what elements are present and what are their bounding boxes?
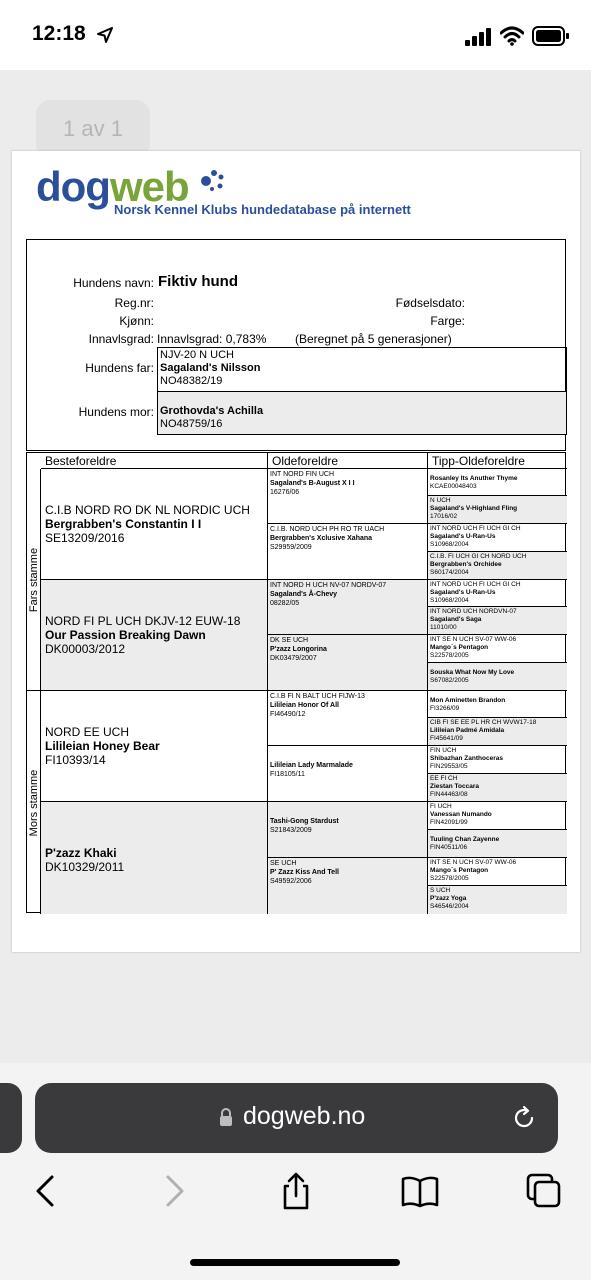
grandparent-cell	[41, 802, 268, 914]
share-icon[interactable]	[276, 1171, 316, 1211]
great-grandparent-name: Lilileian Lady Marmalade	[270, 762, 353, 769]
grandparent-cell	[41, 691, 268, 802]
forward-icon[interactable]	[154, 1171, 194, 1211]
great-grandparent-cell	[268, 858, 428, 914]
gg-grandparent-text	[430, 719, 567, 743]
gg-grandparent-reg: S67082/2005	[430, 677, 469, 684]
great-grandparent-titles: C.I.B FI N BALT UCH FIJW-13	[270, 693, 365, 700]
grandparent-text	[45, 503, 250, 545]
gg-grandparent-titles: FI UCH	[430, 803, 452, 810]
gg-grandparent-reg: KCAE00048403	[430, 483, 477, 490]
page-indicator: 1 av 1	[36, 100, 150, 158]
gg-grandparent-titles: CIB FI SE EE PL HR CH WVW17-18	[430, 719, 537, 726]
gg-grandparent-titles: INT SE N UCH SV-07 WW-06	[430, 636, 517, 643]
grandparent-reg: FI10393/14	[45, 753, 106, 767]
gg-grandparent-reg: S60174/2004	[430, 569, 469, 576]
gg-grandparent-cell	[428, 552, 567, 580]
battery-icon	[532, 25, 570, 47]
pedigree-table	[26, 452, 566, 913]
great-grandparent-name: Bergrabben's Xclusive Xahana	[270, 535, 373, 542]
dogweb-logo: dogweb	[36, 163, 189, 210]
tabs-icon[interactable]	[524, 1171, 564, 1211]
grandparent-titles: NORD FI PL UCH DKJV-12 EUW-18	[45, 614, 241, 628]
grandparent-titles: NORD EE UCH	[45, 725, 130, 739]
great-grandparent-text	[270, 581, 427, 608]
gg-grandparent-reg: FI45641/09	[430, 735, 463, 742]
gg-grandparent-reg: FIN40511/06	[430, 844, 468, 851]
gg-grandparent-name: Bergrabben's Orchidee	[430, 561, 502, 568]
gg-grandparent-text	[430, 636, 567, 660]
reg-label: Reg.nr:	[114, 296, 154, 310]
gg-grandparent-text	[430, 836, 567, 852]
gg-grandparent-name: Rosanley Its Anuther Thyme	[430, 475, 518, 482]
great-grandparent-text	[270, 525, 427, 552]
gg-grandparent-name: Sagaland's Saga	[430, 616, 482, 623]
great-grandparent-text	[270, 636, 427, 663]
great-grandparent-name: Sagaland's Å-Chevy	[270, 591, 338, 598]
gg-grandparent-titles: INT NORD UCH NORDVN-07	[430, 608, 517, 615]
address-bar[interactable]	[35, 1083, 558, 1153]
grandparent-name: Our Passion Breaking Dawn	[45, 628, 206, 642]
dam-box	[157, 391, 567, 435]
gg-grandparent-cell	[428, 886, 567, 914]
gg-grandparent-reg: FIN42091/99	[430, 819, 468, 826]
gg-grandparent-titles: FIN UCH	[430, 747, 457, 754]
gg-grandparent-name: Vanessan Numando	[430, 811, 492, 818]
cellular-signal-icon	[465, 28, 493, 46]
grandparent-cell	[41, 580, 268, 691]
gg-grandparent-cell	[428, 691, 567, 718]
gg-grandparent-titles: INT NORD UCH FI UCH GI CH	[430, 581, 521, 588]
gg-grandparent-reg: S22578/2005	[430, 652, 469, 659]
gg-grandparent-text	[430, 887, 567, 911]
gg-grandparent-cell	[428, 524, 567, 552]
great-grandparent-text	[270, 692, 427, 719]
gg-grandparent-cell	[428, 858, 567, 886]
gg-grandparent-text	[430, 525, 567, 549]
gg-grandparent-cell	[428, 635, 567, 663]
inbreeding-label: Innavlsgrad:	[88, 332, 154, 346]
great-grandparent-cell	[268, 635, 428, 691]
birth-label: Fødselsdato:	[395, 296, 465, 310]
header-great-grandparents: Oldeforeldre	[268, 453, 428, 469]
great-grandparent-name: Sagaland's B-August X I I	[270, 480, 355, 487]
header-gg-grandparents: Tipp-Oldeforeldre	[428, 453, 567, 469]
dam-label: Hundens mor:	[78, 405, 154, 419]
dog-name: Fiktiv hund	[158, 273, 238, 290]
grandparent-text	[45, 725, 160, 767]
great-grandparent-name: Tashi-Gong Stardust	[270, 818, 339, 825]
grandparent-name: P'zazz Khaki	[45, 846, 117, 860]
gg-grandparent-text	[430, 775, 567, 799]
grandparent-text	[45, 614, 240, 656]
great-grandparent-titles: C.I.B. NORD UCH PH RO TR UACH	[270, 526, 385, 533]
gg-grandparent-reg: 11010/00	[430, 624, 457, 631]
header-grandparents: Besteforeldre	[41, 453, 268, 469]
gg-grandparent-text	[430, 581, 567, 605]
gg-grandparent-cell	[428, 774, 567, 802]
gg-grandparent-cell	[428, 718, 567, 746]
gg-grandparent-name: Sagaland's U-Ran-Us	[430, 533, 496, 540]
sire-name: Sagaland's Nilsson	[160, 362, 261, 374]
great-grandparent-cell	[268, 469, 428, 524]
great-grandparent-text	[270, 859, 427, 886]
gg-grandparent-cell	[428, 663, 567, 691]
gg-grandparent-name: Shibazhan Zanthoceras	[430, 755, 503, 762]
gg-grandparent-reg: S10968/2004	[430, 597, 469, 604]
home-indicator	[190, 1259, 400, 1266]
gg-grandparent-reg: S10968/2004	[430, 541, 469, 548]
gg-grandparent-text	[430, 475, 567, 491]
great-grandparent-cell	[268, 802, 428, 858]
grandparent-reg: DK10329/2011	[45, 860, 125, 874]
gg-grandparent-text	[430, 497, 567, 521]
gg-grandparent-name: Mango`s Pentagon	[430, 644, 489, 651]
great-grandparent-name: Lilileian Honor Of All	[270, 702, 339, 709]
dam-name: Grothovda's Achilla	[160, 405, 264, 417]
gg-grandparent-name: P'zazz Yoga	[430, 895, 467, 902]
grandparent-cell	[41, 469, 268, 580]
gg-grandparent-reg: S46546/2004	[430, 903, 469, 910]
great-grandparent-cell	[268, 691, 428, 746]
gg-grandparent-cell	[428, 802, 567, 830]
lock-icon	[219, 1107, 233, 1127]
great-grandparent-titles: SE UCH	[270, 860, 297, 867]
logo-tagline: Norsk Kennel Klubs hundedatabase på internett	[114, 202, 411, 217]
sex-label: Kjønn:	[119, 314, 154, 328]
gg-grandparent-text	[430, 859, 567, 883]
dog-info-box	[26, 239, 566, 451]
gg-grandparent-reg: FIN44463/08	[430, 791, 468, 798]
status-time: 12:18	[32, 22, 86, 45]
great-grandparent-name: P'zazz Longorina	[270, 646, 327, 653]
reload-icon[interactable]	[511, 1105, 537, 1131]
back-icon[interactable]	[26, 1171, 66, 1211]
great-grandparent-reg: S21843/2009	[270, 827, 312, 834]
paw-dots-icon	[198, 167, 228, 193]
great-grandparent-titles: INT NORD H UCH NV-07 NORDV-07	[270, 582, 387, 589]
gg-grandparent-name: Sagaland's U-Ran-Us	[430, 589, 496, 596]
inbreeding-note: (Beregnet på 5 generasjoner)	[295, 332, 452, 346]
great-grandparent-reg: FI46490/12	[270, 711, 306, 718]
great-grandparent-reg: 08282/05	[270, 600, 300, 607]
great-grandparent-reg: FI18105/11	[270, 771, 305, 778]
gg-grandparent-reg: 17016/02	[430, 513, 458, 520]
grandparent-reg: DK00003/2012	[45, 642, 126, 656]
gg-grandparent-text	[430, 553, 567, 577]
location-arrow-icon	[96, 26, 114, 44]
grandparent-reg: SE13209/2016	[45, 531, 125, 545]
great-grandparent-cell	[268, 746, 428, 802]
great-grandparent-cell	[268, 580, 428, 635]
grandparent-name: Bergrabben's Constantin I I	[45, 517, 202, 531]
gg-grandparent-titles: S UCH	[430, 887, 451, 894]
dam-reg: NO48759/16	[160, 418, 223, 430]
gg-grandparent-name: Mon Aminetten Brandon	[430, 697, 506, 704]
gg-grandparent-name: Souska What Now My Love	[430, 669, 515, 676]
mors-stamme-label: Mors stamme	[27, 691, 41, 914]
great-grandparent-text	[270, 817, 427, 835]
gg-grandparent-cell	[428, 746, 567, 774]
wifi-icon	[500, 26, 524, 46]
color-label: Farge:	[430, 314, 465, 328]
gg-grandparent-text	[430, 803, 567, 827]
sire-reg: NO48382/19	[160, 375, 223, 387]
bookmarks-icon[interactable]	[400, 1171, 440, 1211]
gg-grandparent-cell	[428, 830, 567, 858]
great-grandparent-reg: S29959/2009	[270, 544, 312, 551]
gg-grandparent-titles: INT SE N UCH SV-07 WW-06	[430, 859, 517, 866]
gg-grandparent-titles: EE FI CH	[430, 775, 458, 782]
name-label: Hundens navn:	[73, 276, 154, 290]
gg-grandparent-text	[430, 669, 567, 685]
great-grandparent-reg: 16276/06	[270, 489, 300, 496]
great-grandparent-reg: DK03479/2007	[270, 655, 317, 662]
gg-grandparent-titles: N UCH	[430, 497, 451, 504]
gg-grandparent-reg: FIN29553/05	[430, 763, 468, 770]
gg-grandparent-name: Sagaland's V-Highland Fling	[430, 505, 518, 512]
gg-grandparent-text	[430, 747, 567, 771]
gg-grandparent-titles: INT NORD UCH FI UCH GI CH	[430, 525, 521, 532]
gg-grandparent-reg: FI3266/09	[430, 705, 460, 712]
sire-titles: NJV-20 N UCH	[160, 349, 234, 361]
sire-box	[157, 347, 567, 392]
great-grandparent-text	[270, 470, 427, 497]
gg-grandparent-name: Lilileian Padmé Amidala	[430, 727, 505, 734]
gg-grandparent-cell	[428, 580, 567, 607]
gg-grandparent-cell	[428, 607, 567, 635]
fars-stamme-label: Fars stamme	[27, 469, 41, 691]
gg-grandparent-name: Tuuling Chan Zayenne	[430, 836, 500, 843]
gg-grandparent-text	[430, 608, 567, 632]
great-grandparent-name: P' Zazz Kiss And Tell	[270, 869, 339, 876]
great-grandparent-cell	[268, 524, 428, 580]
gg-grandparent-name: Ziestan Toccara	[430, 783, 480, 790]
pedigree-document	[12, 151, 580, 952]
great-grandparent-text	[270, 761, 427, 779]
browser-toolbar	[0, 1063, 591, 1280]
sire-label: Hundens far:	[85, 361, 154, 375]
great-grandparent-titles: DK SE UCH	[270, 637, 309, 644]
gg-grandparent-titles: C.I.B. FI UCH GI CH NORD UCH	[430, 553, 527, 560]
url-text: dogweb.no	[243, 1102, 366, 1130]
grandparent-titles: C.I.B NORD RO DK NL NORDIC UCH	[45, 503, 250, 517]
gg-grandparent-text	[430, 697, 567, 713]
grandparent-text	[45, 846, 124, 874]
gg-grandparent-cell	[428, 496, 567, 524]
inbreeding-value: Innavlsgrad: 0,783%	[157, 332, 267, 346]
great-grandparent-titles: INT NORD FIN UCH	[270, 471, 335, 478]
gg-grandparent-reg: S22578/2005	[430, 875, 469, 882]
gg-grandparent-name: Mango`s Pentagon	[430, 867, 489, 874]
status-bar	[0, 0, 591, 70]
great-grandparent-reg: S49592/2006	[270, 878, 312, 885]
gg-grandparent-cell	[428, 469, 567, 496]
grandparent-name: Lilileian Honey Bear	[45, 739, 160, 753]
previous-tab-preview[interactable]	[0, 1083, 22, 1153]
